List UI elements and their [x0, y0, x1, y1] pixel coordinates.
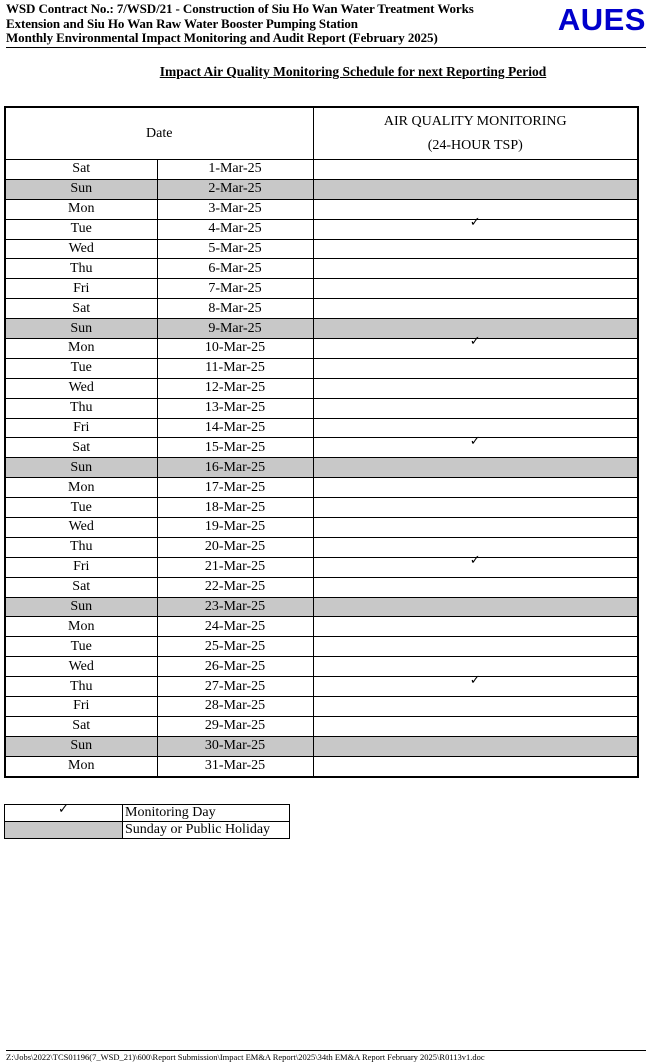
- legend-holiday-label: Sunday or Public Holiday: [123, 822, 290, 839]
- check-icon: ✓: [469, 433, 481, 449]
- row-day: Sat: [5, 438, 157, 458]
- row-monitoring-cell: [313, 736, 638, 756]
- row-date: 9-Mar-25: [157, 319, 313, 339]
- row-day: Sun: [5, 319, 157, 339]
- row-day: Sat: [5, 160, 157, 180]
- row-date: 29-Mar-25: [157, 716, 313, 736]
- table-row: [5, 279, 638, 299]
- monitoring-header-subtitle: (24-HOUR TSP): [427, 137, 523, 153]
- row-monitoring-cell: [313, 398, 638, 418]
- row-monitoring-cell: [313, 358, 638, 378]
- table-row: [5, 299, 638, 319]
- row-day: Tue: [5, 358, 157, 378]
- row-monitoring-cell: [313, 697, 638, 717]
- schedule-body: [5, 160, 638, 777]
- monitoring-header-title: AIR QUALITY MONITORING: [383, 113, 567, 129]
- check-icon: ✓: [469, 672, 481, 688]
- row-day: Sun: [5, 597, 157, 617]
- date-header: Date: [5, 107, 313, 160]
- report-header: [6, 2, 646, 46]
- row-date: 18-Mar-25: [157, 498, 313, 518]
- header-line-report: Monthly Environmental Impact Monitoring and Audit Report (February 2025): [6, 30, 438, 45]
- row-date: 7-Mar-25: [157, 279, 313, 299]
- aues-logo: AUES: [557, 2, 646, 37]
- row-date: 1-Mar-25: [157, 160, 313, 180]
- row-monitoring-cell: [313, 239, 638, 259]
- table-row: [5, 478, 638, 498]
- row-date: 17-Mar-25: [157, 478, 313, 498]
- row-date: 4-Mar-25: [157, 219, 313, 239]
- row-day: Sun: [5, 736, 157, 756]
- header-line-contract: WSD Contract No.: 7/WSD/21 - Construction of Siu Ho Wan Water Treatment Works: [6, 1, 474, 16]
- row-date: 16-Mar-25: [157, 458, 313, 478]
- row-monitoring-cell: [313, 577, 638, 597]
- header-text: [6, 2, 536, 46]
- table-row: [5, 339, 638, 359]
- row-monitoring-cell: [313, 259, 638, 279]
- table-row: [5, 617, 638, 637]
- table-row: [5, 219, 638, 239]
- row-monitoring-cell: [313, 334, 638, 359]
- row-monitoring-cell: [313, 518, 638, 538]
- row-day: Mon: [5, 199, 157, 219]
- row-date: 23-Mar-25: [157, 597, 313, 617]
- table-row: [5, 239, 638, 259]
- row-day: Fri: [5, 418, 157, 438]
- row-monitoring-cell: [313, 637, 638, 657]
- monitoring-schedule-table: [4, 106, 639, 778]
- row-day: Fri: [5, 557, 157, 577]
- row-date: 30-Mar-25: [157, 736, 313, 756]
- table-row: [5, 458, 638, 478]
- row-date: 31-Mar-25: [157, 756, 313, 776]
- row-date: 22-Mar-25: [157, 577, 313, 597]
- row-monitoring-cell: [313, 498, 638, 518]
- table-row: [5, 697, 638, 717]
- check-icon: ✓: [469, 334, 481, 350]
- row-date: 6-Mar-25: [157, 259, 313, 279]
- row-monitoring-cell: [313, 458, 638, 478]
- row-date: 28-Mar-25: [157, 697, 313, 717]
- row-monitoring-cell: [313, 716, 638, 736]
- row-day: Mon: [5, 339, 157, 359]
- row-monitoring-cell: [313, 478, 638, 498]
- row-date: 2-Mar-25: [157, 179, 313, 199]
- row-monitoring-cell: [313, 672, 638, 697]
- row-date: 15-Mar-25: [157, 438, 313, 458]
- table-row: [5, 677, 638, 697]
- table-row: [5, 637, 638, 657]
- table-row: [5, 398, 638, 418]
- row-day: Thu: [5, 537, 157, 557]
- row-monitoring-cell: [313, 553, 638, 577]
- row-monitoring-cell: [313, 378, 638, 398]
- row-monitoring-cell: [313, 279, 638, 299]
- row-date: 24-Mar-25: [157, 617, 313, 637]
- row-date: 14-Mar-25: [157, 418, 313, 438]
- table-row: [5, 378, 638, 398]
- table-row: [5, 438, 638, 458]
- row-date: 3-Mar-25: [157, 199, 313, 219]
- row-monitoring-cell: [313, 299, 638, 319]
- row-monitoring-cell: [313, 433, 638, 458]
- row-day: Tue: [5, 498, 157, 518]
- row-day: Sun: [5, 458, 157, 478]
- row-date: 8-Mar-25: [157, 299, 313, 319]
- table-row: [5, 557, 638, 577]
- header-line-project: Extension and Siu Ho Wan Raw Water Booster Pumping Station: [6, 15, 358, 31]
- row-date: 25-Mar-25: [157, 637, 313, 657]
- row-day: Tue: [5, 219, 157, 239]
- table-row: [5, 657, 638, 677]
- legend-row-holiday: [5, 822, 290, 839]
- row-day: Thu: [5, 677, 157, 697]
- row-date: 20-Mar-25: [157, 537, 313, 557]
- table-row: [5, 518, 638, 538]
- row-date: 27-Mar-25: [157, 677, 313, 697]
- row-date: 12-Mar-25: [157, 378, 313, 398]
- table-row: [5, 577, 638, 597]
- footer-divider: [6, 1050, 646, 1051]
- row-day: Sun: [5, 179, 157, 199]
- row-day: Wed: [5, 378, 157, 398]
- row-monitoring-cell: [313, 756, 638, 776]
- row-day: Sat: [5, 716, 157, 736]
- table-row: [5, 358, 638, 378]
- row-monitoring-cell: [313, 215, 638, 239]
- row-day: Mon: [5, 756, 157, 776]
- row-monitoring-cell: [313, 617, 638, 637]
- row-monitoring-cell: [313, 179, 638, 199]
- table-row: [5, 259, 638, 279]
- row-day: Mon: [5, 617, 157, 637]
- row-date: 19-Mar-25: [157, 518, 313, 538]
- row-date: 5-Mar-25: [157, 239, 313, 259]
- table-row: [5, 756, 638, 776]
- table-row: [5, 418, 638, 438]
- footer-file-path: Z:\Jobs\2022\TCS01196(7_WSD_21)\600\Report Submission\Impact EM&A Report\2025\34th EM&A Report February 2025\R0113v1.doc: [6, 1052, 485, 1062]
- schedule-title: Impact Air Quality Monitoring Schedule for next Reporting Period: [159, 64, 547, 79]
- check-icon: ✓: [469, 553, 481, 569]
- table-row: [5, 716, 638, 736]
- table-row: [5, 597, 638, 617]
- table-row: [5, 160, 638, 180]
- table-row: [5, 199, 638, 219]
- row-day: Wed: [5, 657, 157, 677]
- table-row: [5, 736, 638, 756]
- row-day: Wed: [5, 239, 157, 259]
- row-day: Fri: [5, 697, 157, 717]
- header-divider: [6, 47, 646, 48]
- legend-holiday-swatch: [5, 822, 123, 839]
- row-date: 11-Mar-25: [157, 358, 313, 378]
- row-day: Thu: [5, 398, 157, 418]
- legend-monitoring-label: Monitoring Day: [123, 805, 290, 822]
- table-row: [5, 537, 638, 557]
- table-row: [5, 498, 638, 518]
- row-day: Thu: [5, 259, 157, 279]
- table-row: [5, 319, 638, 339]
- row-date: 13-Mar-25: [157, 398, 313, 418]
- row-date: 26-Mar-25: [157, 657, 313, 677]
- legend-check-icon: ✓: [5, 805, 123, 822]
- check-icon: ✓: [469, 215, 481, 231]
- row-day: Sat: [5, 299, 157, 319]
- row-day: Tue: [5, 637, 157, 657]
- row-monitoring-cell: [313, 597, 638, 617]
- table-row: [5, 179, 638, 199]
- row-day: Fri: [5, 279, 157, 299]
- row-day: Sat: [5, 577, 157, 597]
- row-date: 10-Mar-25: [157, 339, 313, 359]
- monitoring-header: [313, 107, 638, 160]
- table-header-row: [5, 107, 638, 160]
- row-date: 21-Mar-25: [157, 557, 313, 577]
- legend-table: [4, 804, 290, 839]
- row-day: Mon: [5, 478, 157, 498]
- legend-row-monitoring: [5, 805, 290, 822]
- row-monitoring-cell: [313, 160, 638, 180]
- row-day: Wed: [5, 518, 157, 538]
